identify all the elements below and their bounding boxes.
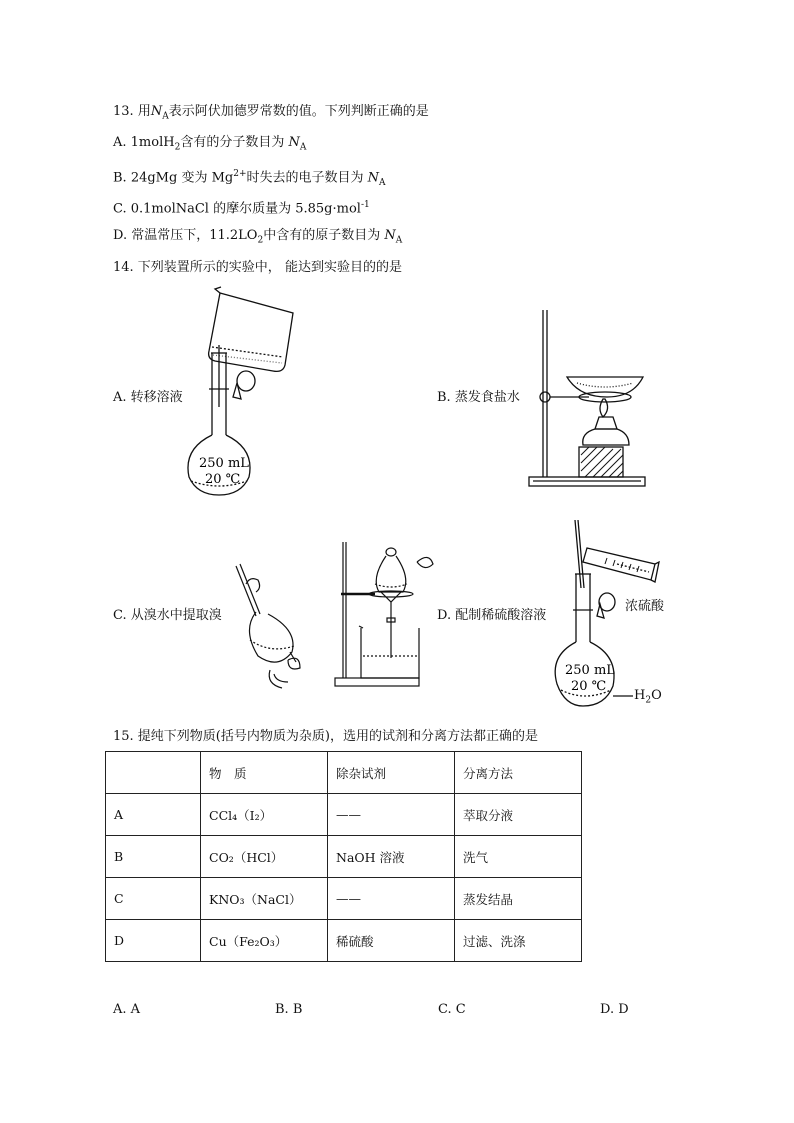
figure-c-funnel-on-stand [333,538,443,688]
q13-option-a-text: A. 1molH [113,135,175,150]
q15-stem: 15. 提纯下列物质(括号内物质为杂质)，选用的试剂和分离方法都正确的是 [113,729,538,744]
row-method: 蒸发结晶 [455,878,582,920]
na-symbol: N [288,135,300,150]
q13-option-c-sup: -1 [360,200,370,210]
row-label: D [106,920,201,962]
q13-number: 13. [113,104,134,119]
na-subscript: A [299,142,307,153]
table-row [106,794,582,836]
na-symbol: N [367,170,380,186]
q13-stem [113,103,429,126]
q13-option-a-sub: 2 [174,142,181,153]
q13-option-b-sup: 2+ [233,169,247,179]
row-reagent: NaOH 溶液 [328,836,455,878]
table-row [106,836,582,878]
na-subscript: A [379,177,386,188]
label-water-h: H [634,688,646,703]
row-reagent: —— [328,878,455,920]
q13-option-c-text: C. 0.1molNaCl 的摩尔质量为 5.85g·mol [113,201,361,217]
row-method: 过滤、洗涤 [455,920,582,962]
row-method: 洗气 [455,836,582,878]
q15-answer-b[interactable]: B. B [275,1002,303,1017]
row-reagent: 稀硫酸 [328,920,455,962]
table-header-cell [106,752,201,794]
row-substance: Cu（Fe₂O₃） [201,920,328,962]
q13-option-b-text: B. 24gMg 变为 Mg [113,170,234,186]
row-substance: CCl₄（I₂） [201,794,328,836]
table-header-cell: 物 质 [201,752,328,794]
figure-a-transfer-solution [185,285,315,500]
q14-option-b-label[interactable]: B. 蒸发食盐水 [437,390,520,405]
table-header-row [106,752,582,794]
row-substance: KNO₃（NaCl） [201,878,328,920]
q14-option-d-label[interactable]: D. 配制稀硫酸溶液 [437,608,547,623]
na-subscript: A [395,235,403,246]
q13-option-a[interactable] [113,134,306,157]
label-water-sub: 2 [645,695,652,706]
flask-a-volume: 250 mL [199,456,249,471]
q13-option-c[interactable] [113,196,370,218]
figure-b-evaporate-brine [525,305,655,490]
q15-answer-d[interactable]: D. D [600,1002,629,1017]
label-water-o: O [651,688,662,703]
q13-option-d-text: D. 常温常压下，11.2LO [113,228,258,243]
q13-option-b-text2: 时失去的电子数目为 [246,170,364,186]
figure-c-hand-shaking-funnel [228,560,308,690]
row-reagent: —— [328,794,455,836]
q13-option-d-text2: 中含有的原子数目为 [263,228,381,243]
q13-option-a-text2: 含有的分子数目为 [180,135,285,150]
table-header-cell: 分离方法 [455,752,582,794]
flask-d-volume: 250 mL [565,663,615,678]
q14-stem: 14. 下列装置所示的实验中， 能达到实验目的的是 [113,260,402,275]
q14-option-c-label[interactable]: C. 从溴水中提取溴 [113,608,222,623]
row-label: A [106,794,201,836]
q13-stem-post: 表示阿伏加德罗常数的值。下列判断正确的是 [168,104,429,119]
label-water [634,687,662,710]
label-concentrated-sulfuric-acid: 浓硫酸 [625,599,665,614]
row-method: 萃取分液 [455,794,582,836]
q15-answer-c[interactable]: C. C [438,1002,466,1017]
flask-a-temp: 20 ℃ [205,472,241,487]
q15-answer-a[interactable]: A. A [113,1002,141,1017]
q13-option-d-sub: 2 [257,235,264,246]
row-substance: CO₂（HCl） [201,836,328,878]
q13-option-d[interactable] [113,227,402,250]
table-row [106,920,582,962]
q13-stem-pre: 用 [137,104,151,119]
table-header-cell: 除杂试剂 [328,752,455,794]
row-label: C [106,878,201,920]
flask-d-temp: 20 ℃ [571,679,607,694]
na-subscript: A [162,111,169,122]
na-symbol: N [384,228,396,243]
q15-table [105,751,582,962]
q13-option-b[interactable] [113,165,386,192]
q14-option-a-label[interactable]: A. 转移溶液 [113,390,183,405]
row-label: B [106,836,201,878]
na-symbol: N [150,104,163,119]
table-row [106,878,582,920]
